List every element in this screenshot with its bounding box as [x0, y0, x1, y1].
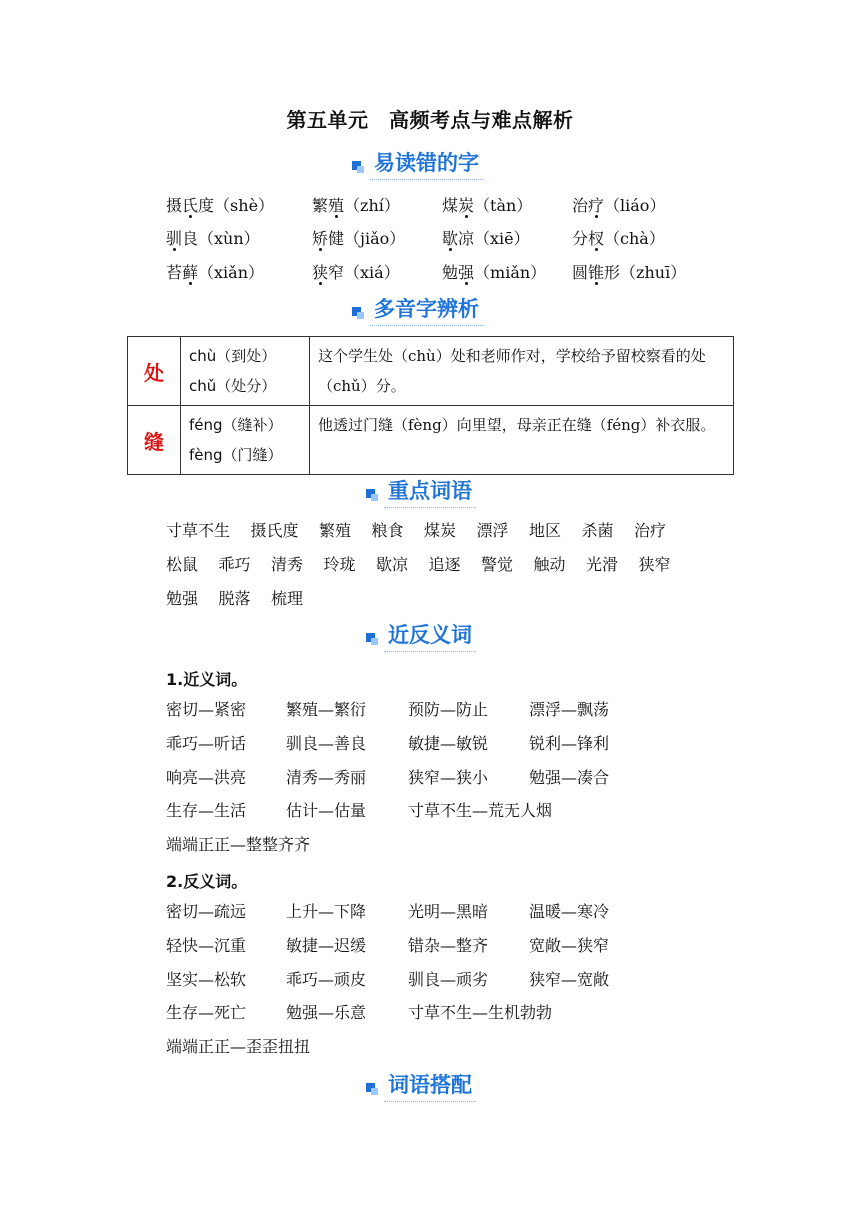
synonym-pair: 生存—生活: [166, 801, 247, 821]
table-row: [128, 406, 734, 475]
yidu-item: [312, 193, 400, 219]
key-word: 光滑: [586, 555, 619, 574]
key-word: 繁殖: [319, 521, 352, 540]
section-marker-icon: [366, 1083, 378, 1095]
synonym-pair: 寸草不生—荒无人烟: [408, 801, 553, 821]
char: 繁: [312, 196, 329, 215]
yidu-item: [166, 193, 274, 219]
section-marker-icon: [366, 489, 378, 501]
synonym-label: 1.近义词。: [166, 670, 248, 689]
yidu-item: [442, 226, 530, 252]
synonym-pair: 响亮—洪亮: [166, 767, 247, 787]
antonym-pair: 上升—下降: [286, 902, 367, 921]
synonym-pair: 端端正正—整整齐齐: [166, 835, 311, 855]
dotted-char: 锥: [588, 263, 605, 282]
key-word: 松鼠: [166, 555, 199, 574]
char: 窄: [328, 263, 345, 282]
table-row: [128, 337, 734, 406]
section-title: 近反义词: [384, 619, 476, 652]
pinyin: （xiē）: [474, 229, 530, 248]
yidu-item: [166, 260, 264, 286]
pinyin: （shè）: [214, 196, 275, 215]
polyphone-char: 处: [128, 337, 181, 406]
antonym-pair: 宽敞—狭窄: [529, 935, 610, 955]
key-word: 清秀: [271, 555, 304, 574]
char: 勉: [442, 263, 459, 282]
reading: chù（到处）: [189, 347, 277, 365]
section-header-zhongdian: [366, 474, 476, 508]
synonym-pair: 驯良—善良: [286, 733, 367, 753]
reading: chǔ（处分）: [189, 377, 277, 395]
key-word: 狭窄: [638, 555, 671, 574]
antonym-label: 2.反义词。: [166, 872, 248, 891]
polyphone-table: [127, 336, 734, 475]
section-header-yidu: [352, 146, 483, 180]
key-word: 梳理: [271, 589, 304, 608]
char: 摄: [166, 196, 183, 215]
antonym-pair: 光明—黑暗: [408, 902, 489, 921]
key-word: 摄氏度: [250, 521, 299, 540]
antonym-pair: 乖巧—顽皮: [286, 969, 367, 989]
reading: fèng（门缝）: [189, 446, 283, 464]
synonym-pair: 乖巧—听话: [166, 733, 247, 753]
section-title: 重点词语: [384, 475, 476, 508]
page-title: 第五单元 高频考点与难点解析: [286, 108, 574, 132]
polyphone-readings: [181, 406, 310, 475]
key-word: 歇凉: [376, 555, 409, 574]
pinyin: （zhuī）: [620, 263, 687, 282]
synonym-pair: 敏捷—敏锐: [408, 733, 489, 753]
synonym-pair: 估计—估量: [286, 801, 367, 821]
yidu-item: [572, 260, 686, 286]
dotted-char: 氏: [182, 196, 199, 215]
antonym-pair: 狭窄—宽敞: [529, 969, 610, 989]
yidu-item: [572, 193, 665, 219]
yidu-item: [572, 226, 665, 252]
key-word: 警觉: [481, 555, 514, 574]
polyphone-example: 这个学生处（chù）处和老师作对，学校给予留校察看的处（chǔ）分。: [310, 337, 734, 406]
dotted-char: 殖: [328, 196, 345, 215]
reading: féng（缝补）: [189, 416, 283, 434]
polyphone-readings: [181, 337, 310, 406]
pinyin: （liáo）: [604, 196, 666, 215]
section-title: 词语搭配: [384, 1069, 476, 1102]
synonym-pair: 狭窄—狭小: [408, 767, 489, 787]
section-title: 易读错的字: [370, 147, 483, 180]
antonym-pair: 温暖—寒冷: [529, 902, 610, 921]
pinyin: （xiǎn）: [198, 263, 265, 282]
pinyin: （xiá）: [344, 263, 400, 282]
synonym-pair: 勉强—凑合: [529, 767, 610, 787]
dotted-char: 狭: [312, 263, 329, 282]
section-marker-icon: [352, 161, 364, 173]
synonym-pair: 预防—防止: [408, 700, 489, 719]
synonym-pair: 密切—紧密: [166, 700, 247, 719]
dotted-char: 矫: [312, 229, 329, 248]
pinyin: （chà）: [604, 229, 665, 248]
yidu-item: [166, 226, 260, 252]
polyphone-char: 缝: [128, 406, 181, 475]
section-header-jinfan: [366, 618, 476, 652]
key-word: 乖巧: [218, 555, 251, 574]
antonym-pair: 生存—死亡: [166, 1003, 247, 1023]
synonym-pair: 繁殖—繁衍: [286, 700, 367, 719]
antonym-pair: 寸草不生—生机勃勃: [408, 1003, 553, 1023]
dotted-char: 炭: [458, 196, 475, 215]
char: 分: [572, 229, 589, 248]
char: 苔: [166, 263, 183, 282]
key-word: 漂浮: [476, 521, 509, 540]
key-word: 追逐: [428, 555, 461, 574]
key-word: 勉强: [166, 589, 199, 608]
pinyin: （tàn）: [474, 196, 533, 215]
antonym-pair: 密切—疏远: [166, 902, 247, 921]
synonym-pair: 清秀—秀丽: [286, 767, 367, 787]
key-word: 杀菌: [581, 521, 614, 540]
section-marker-icon: [366, 633, 378, 645]
char: 良: [182, 229, 199, 248]
key-word: 粮食: [371, 521, 404, 540]
dotted-char: 强: [458, 263, 475, 282]
section-title: 多音字辨析: [370, 293, 483, 326]
yidu-item: [442, 193, 532, 219]
yidu-item: [312, 260, 400, 286]
yidu-item: [312, 226, 405, 252]
key-word: 寸草不生: [166, 521, 231, 540]
antonym-pair: 坚实—松软: [166, 969, 247, 989]
key-word: 脱落: [218, 589, 251, 608]
char: 度: [198, 196, 215, 215]
antonym-pair: 端端正正—歪歪扭扭: [166, 1037, 311, 1057]
dotted-char: 杈: [588, 229, 605, 248]
char: 圆: [572, 263, 589, 282]
dotted-char: 藓: [182, 263, 199, 282]
pinyin: （xùn）: [198, 229, 260, 248]
char: 形: [604, 263, 621, 282]
char: 凉: [458, 229, 475, 248]
char: 健: [328, 229, 345, 248]
dotted-char: 疗: [588, 196, 605, 215]
antonym-pair: 勉强—乐意: [286, 1003, 367, 1023]
antonym-pair: 驯良—顽劣: [408, 969, 489, 989]
key-word: 地区: [529, 521, 562, 540]
char: 治: [572, 196, 589, 215]
section-marker-icon: [352, 307, 364, 319]
antonym-pair: 轻快—沉重: [166, 935, 247, 955]
key-word: 煤炭: [424, 521, 457, 540]
pinyin: （jiǎo）: [344, 229, 406, 248]
dotted-char: 歇: [442, 229, 459, 248]
dotted-char: 驯: [166, 229, 183, 248]
pinyin: （miǎn）: [474, 263, 547, 282]
pinyin: （zhí）: [344, 196, 400, 215]
yidu-item: [442, 260, 546, 286]
antonym-pair: 错杂—整齐: [408, 935, 489, 955]
key-word: 触动: [533, 555, 566, 574]
polyphone-example: 他透过门缝（fèng）向里望，母亲正在缝（féng）补衣服。: [310, 406, 734, 475]
section-header-dapei: [366, 1068, 476, 1102]
key-word: 治疗: [634, 521, 667, 540]
antonym-pair: 敏捷—迟缓: [286, 935, 367, 955]
section-header-duoyin: [352, 292, 483, 326]
char: 煤: [442, 196, 459, 215]
synonym-pair: 漂浮—飘荡: [529, 700, 610, 719]
synonym-pair: 锐利—锋利: [529, 733, 610, 753]
key-word: 玲珑: [323, 555, 356, 574]
